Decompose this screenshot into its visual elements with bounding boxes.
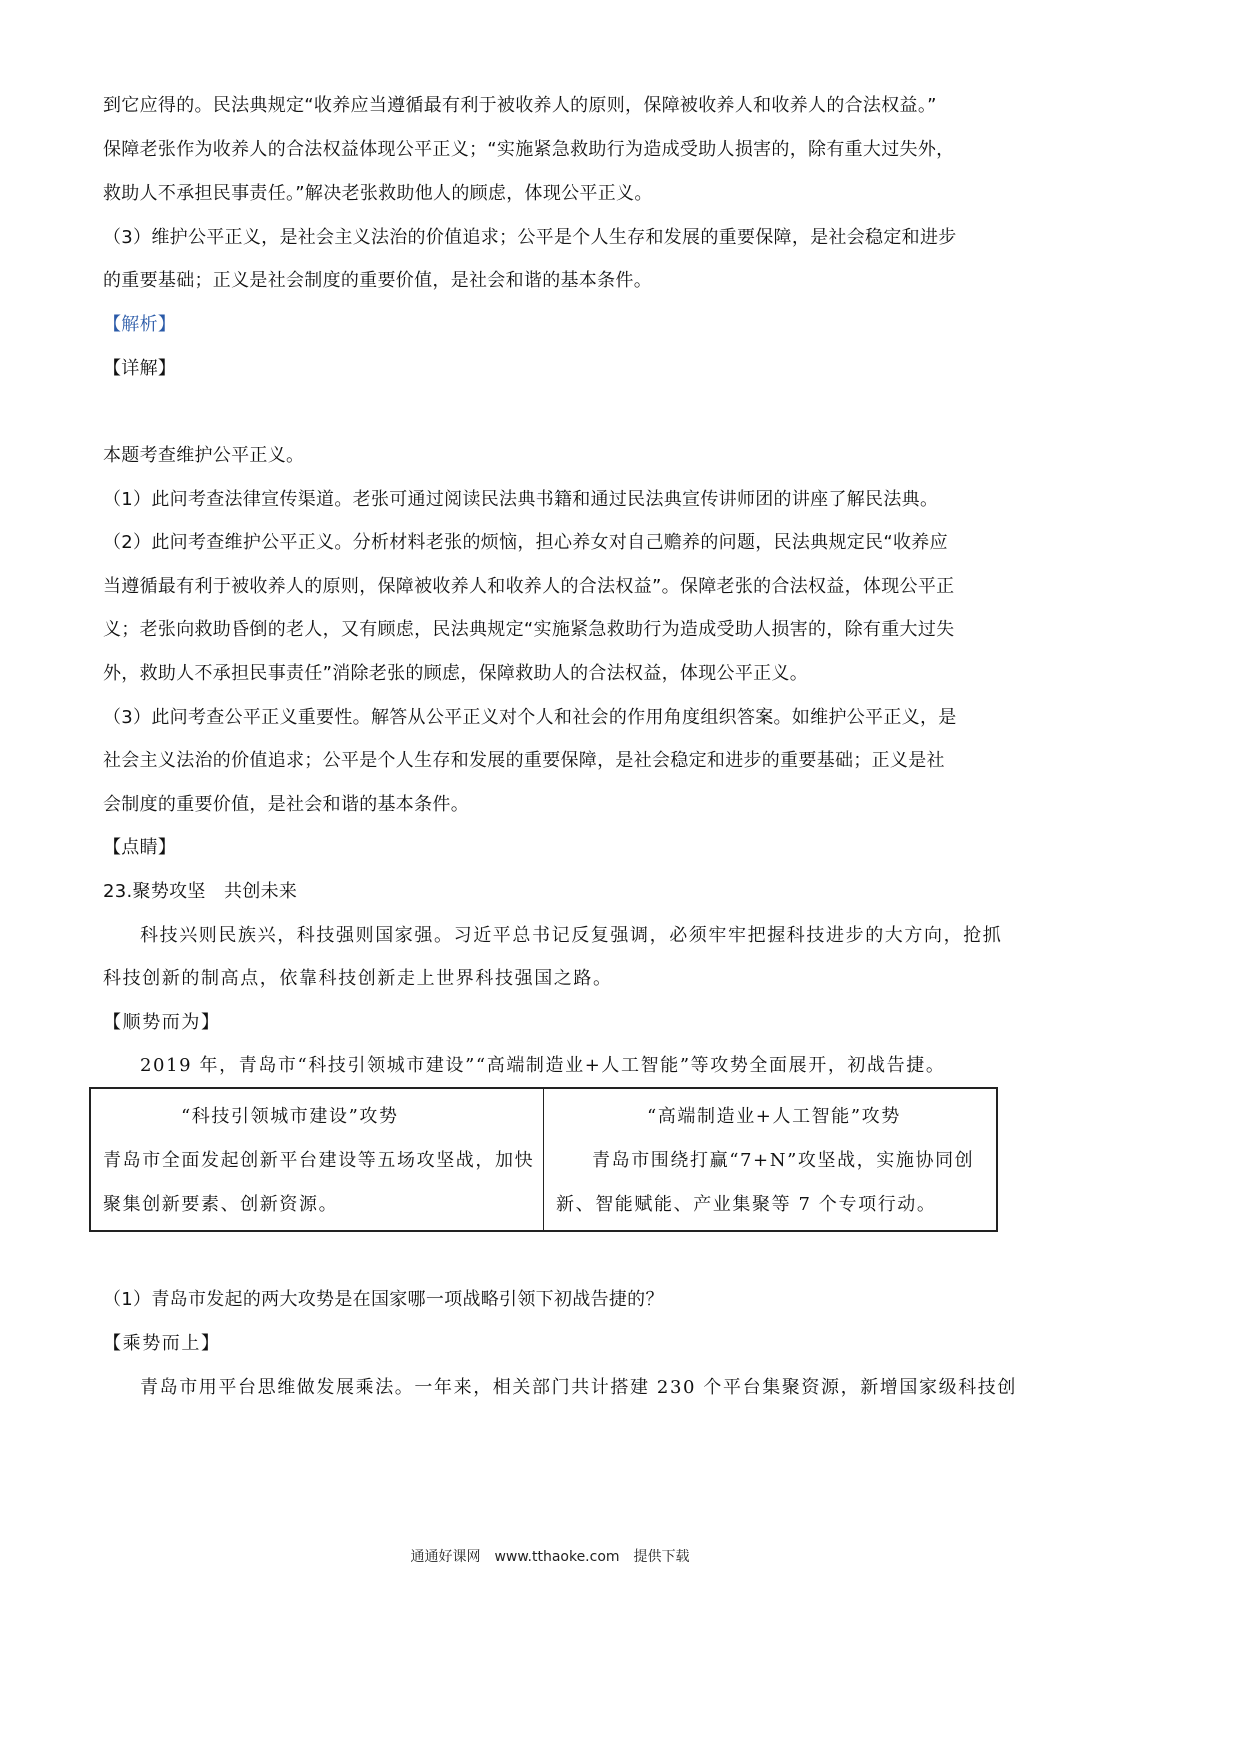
answer-line: （3）维护公平正义，是社会主义法治的价值追求；公平是个人生存和发展的重要保障，是社会稳定和进步 (103, 227, 957, 248)
jiexi-label: 【解析】 (103, 314, 177, 335)
analysis-line: （1）此问考查法律宣传渠道。老张可通过阅读民法典书籍和通过民法典宣传讲师团的讲座了解民法典。 (103, 489, 939, 510)
material-2019: 2019 年，青岛市“科技引领城市建设”“高端制造业+人工智能”等攻势全面展开，初战告捷。 (140, 1055, 946, 1076)
table-cell-title: “高端制造业+人工智能”攻势 (647, 1106, 901, 1127)
intro-line: 科技创新的制高点，依靠科技创新走上世界科技强国之路。 (103, 968, 613, 989)
analysis-line: （3）此问考查公平正义重要性。解答从公平正义对个人和社会的作用角度组织答案。如维护公平正义，是 (103, 707, 957, 728)
answer-line: 到它应得的。民法典规定“收养应当遵循最有利于被收养人的原则，保障被收养人和收养人的合法权益。” (103, 95, 937, 116)
analysis-line: 社会主义法治的价值追求；公平是个人生存和发展的重要保障，是社会稳定和进步的重要基础；正义是社 (103, 750, 945, 771)
analysis-line: 会制度的重要价值，是社会和谐的基本条件。 (103, 794, 469, 815)
analysis-line: 本题考查维护公平正义。 (103, 445, 305, 466)
xiangjie-label: 【详解】 (103, 358, 177, 379)
table-cell-text: 新、智能赋能、产业集聚等 7 个专项行动。 (556, 1194, 937, 1215)
chengshi-label: 【乘势而上】 (103, 1333, 221, 1354)
question-title: 23.聚势攻坚 共创未来 (103, 881, 298, 902)
table-cell-left (91, 1089, 543, 1230)
footer-source: 通通好课网 www.tthaoke.com 提供下载 (410, 1549, 690, 1565)
question-1: （1）青岛市发起的两大攻势是在国家哪一项战略引领下初战告捷的？ (103, 1289, 664, 1310)
material-platform: 青岛市用平台思维做发展乘法。一年来，相关部门共计搭建 230 个平台集聚资源，新增国家级科技创 (140, 1377, 1017, 1398)
offensive-table (89, 1087, 998, 1232)
analysis-line: 外，救助人不承担民事责任”消除老张的顾虑，保障救助人的合法权益，体现公平正义。 (103, 663, 809, 684)
table-cell-text: 青岛市全面发起创新平台建设等五场攻坚战，加快 (103, 1150, 535, 1171)
answer-line: 的重要基础；正义是社会制度的重要价值，是社会和谐的基本条件。 (103, 270, 652, 291)
shunshi-label: 【顺势而为】 (103, 1012, 221, 1033)
dianjing-label: 【点睛】 (103, 837, 177, 858)
analysis-line: 义；老张向救助昏倒的老人，又有顾虑，民法典规定“实施紧急救助行为造成受助人损害的，除有重大过失 (103, 619, 955, 640)
analysis-line: （2）此问考查维护公平正义。分析材料老张的烦恼，担心养女对自己赡养的问题，民法典规定民“收养应 (103, 532, 948, 553)
answer-line: 救助人不承担民事责任。”解决老张救助他人的顾虑，体现公平正义。 (103, 183, 653, 204)
analysis-line: 当遵循最有利于被收养人的原则，保障被收养人和收养人的合法权益”。保障老张的合法权益，体现公平正 (103, 576, 955, 597)
intro-line: 科技兴则民族兴，科技强则国家强。习近平总书记反复强调，必须牢牢把握科技进步的大方向，抢抓 (140, 925, 1003, 946)
answer-line: 保障老张作为收养人的合法权益体现公平正义；“实施紧急救助行为造成受助人损害的，除有重大过失外， (103, 139, 955, 160)
table-cell-right (543, 1089, 996, 1230)
table-cell-text: 青岛市围绕打赢“7+N”攻坚战，实施协同创 (592, 1150, 975, 1171)
table-cell-title: “科技引领城市建设”攻势 (181, 1106, 399, 1127)
table-cell-text: 聚集创新要素、创新资源。 (103, 1194, 339, 1215)
